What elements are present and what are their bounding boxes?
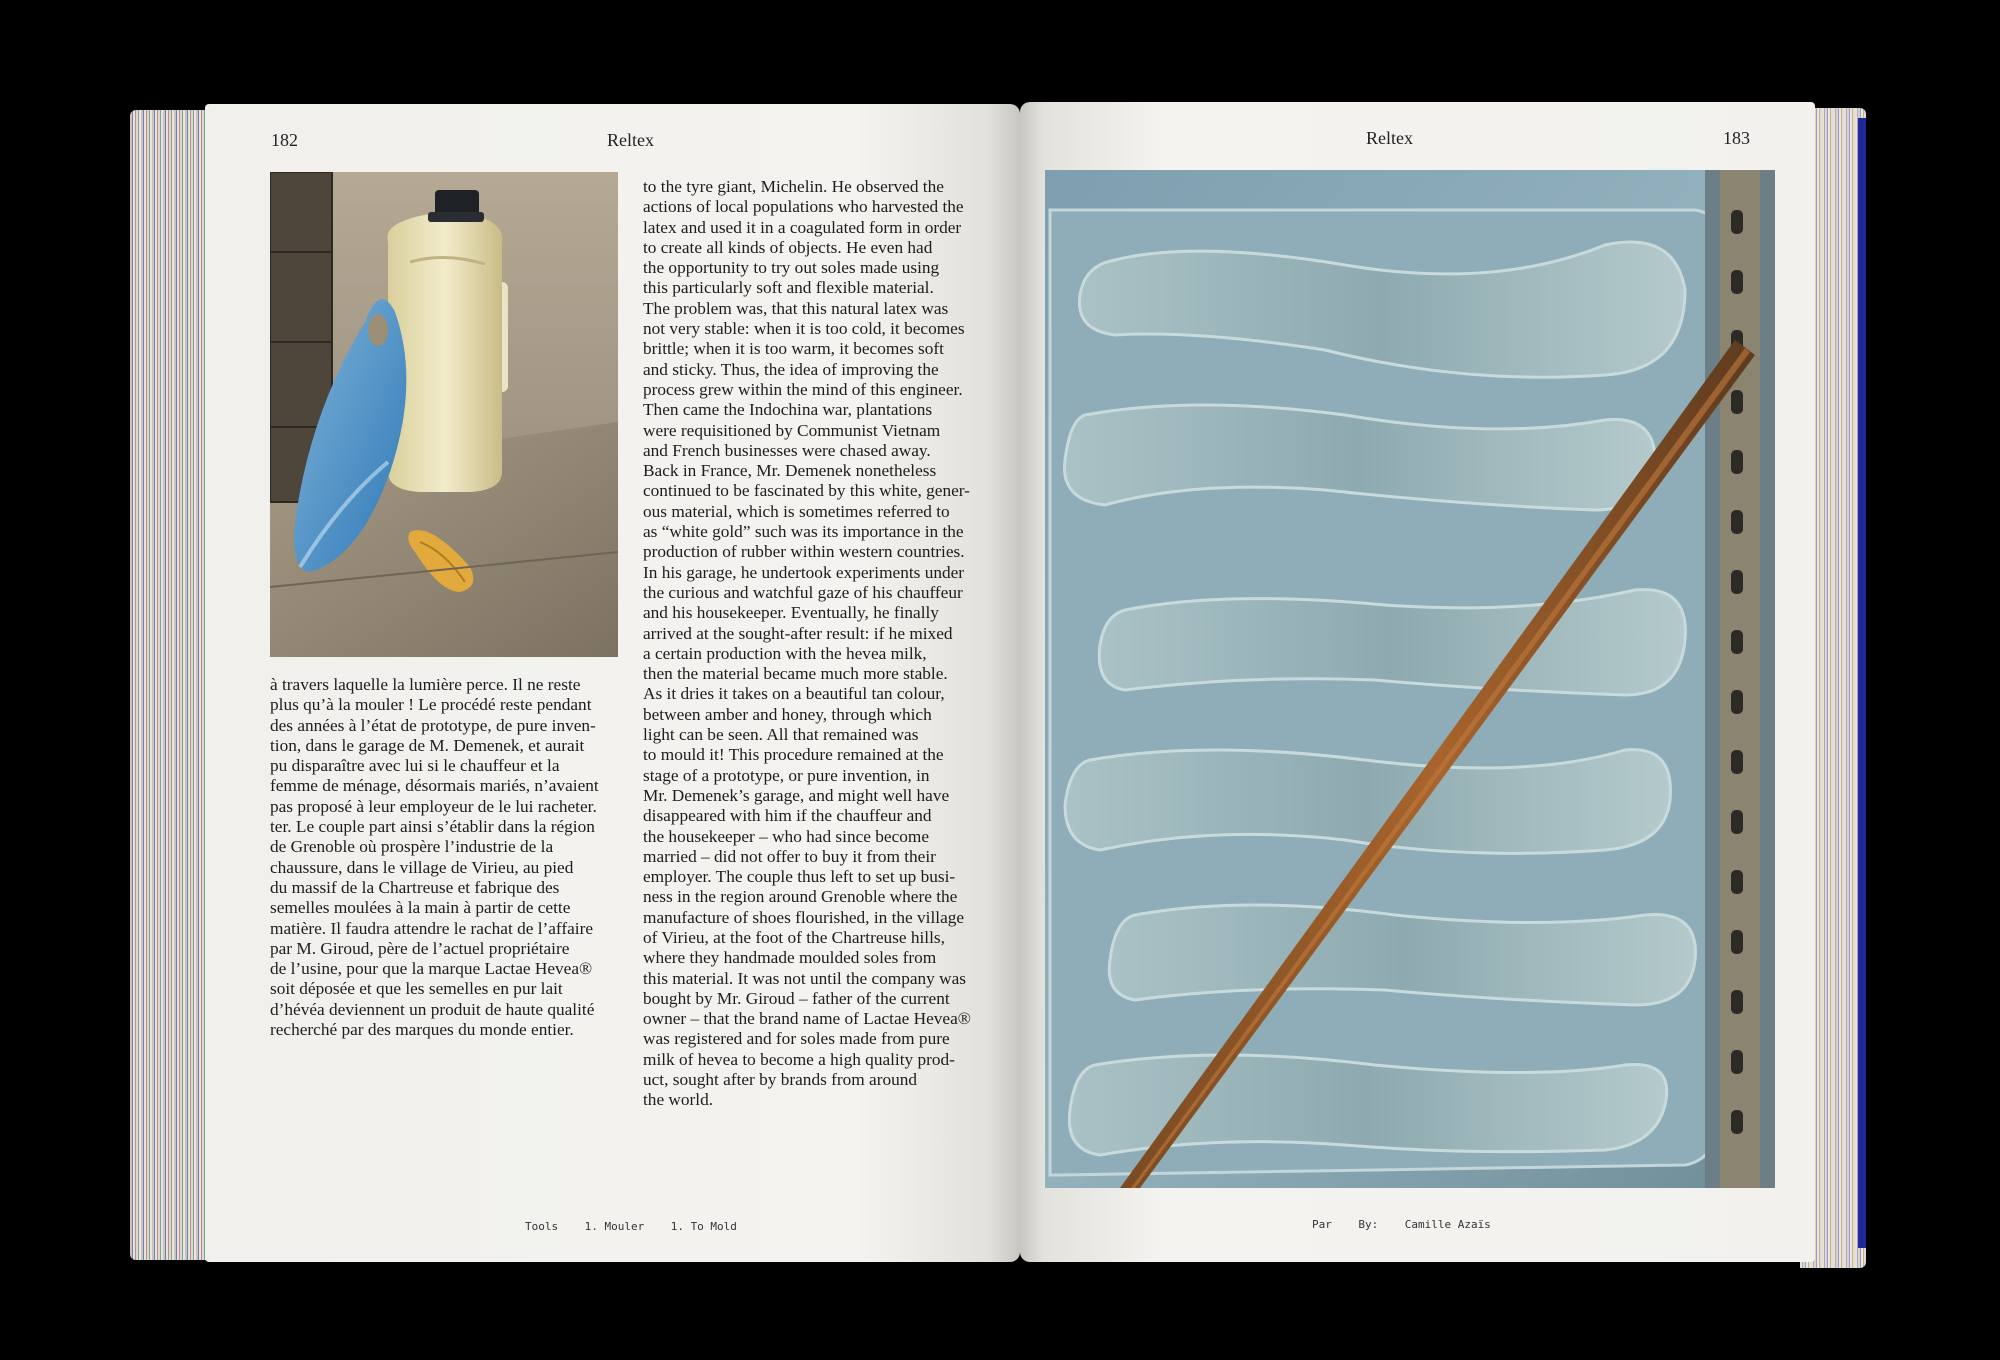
text-line: latex and used it in a coagulated form in order — [643, 217, 962, 237]
text-line: and his housekeeper. Eventually, he finally — [643, 603, 939, 623]
sole-moulds-illustration — [1045, 170, 1775, 1188]
page-edges-left — [130, 110, 215, 1260]
photo-latex-objects — [270, 172, 618, 657]
text-line: employer. The couple thus left to set up busi- — [643, 867, 956, 887]
text-line: des années à l’état de prototype, de pure inven- — [270, 715, 596, 735]
page-number: 183 — [1723, 128, 1750, 148]
text-line: pu disparaître avec lui si le chauffeur et la — [270, 756, 560, 776]
text-line: to create all kinds of objects. He even had — [643, 237, 933, 257]
text-line: as “white gold” such was its importance in the — [643, 522, 964, 542]
text-line: Then came the Indochina war, plantations — [643, 400, 933, 420]
page-footer: Par By: Camille Azaïs — [1312, 1218, 1491, 1231]
text-line: was registered and for soles made from pure — [643, 1029, 950, 1049]
text-line: were requisitioned by Communist Vietnam — [643, 420, 941, 440]
text-line: disappeared with him if the chauffeur and — [643, 806, 932, 826]
english-text-column — [643, 177, 988, 1111]
text-line: Back in France, Mr. Demenek nonetheless — [643, 461, 937, 481]
text-line: process grew within the mind of this engineer. — [643, 379, 963, 399]
text-line: du massif de la Chartreuse et fabrique des — [270, 877, 560, 897]
text-line: femme de ménage, désormais mariés, n’avaient — [270, 776, 599, 796]
text-line: As it dries it takes on a beautiful tan colour, — [643, 684, 945, 704]
text-line: Mr. Demenek’s garage, and might well have — [643, 785, 950, 805]
text-line: then the material became much more stable. — [643, 664, 948, 684]
text-line: this particularly soft and flexible material. — [643, 278, 934, 298]
text-line: pas proposé à leur employeur de le lui racheter. — [270, 796, 597, 816]
page-footer: Tools 1. Mouler 1. To Mold — [525, 1220, 737, 1233]
text-line: where they handmade moulded soles from — [643, 948, 937, 968]
text-line: the opportunity to try out soles made using — [643, 258, 940, 278]
text-line: chaussure, dans le village de Virieu, au pied — [270, 857, 574, 877]
right-page — [1020, 102, 1815, 1262]
text-line: ous material, which is sometimes referred to — [643, 501, 950, 521]
text-line: brittle; when it is too warm, it becomes soft — [643, 339, 944, 359]
text-line: soit déposée et que les semelles en pur lait — [270, 979, 563, 999]
text-line: stage of a prototype, or pure invention, in — [643, 765, 930, 785]
text-line: between amber and honey, through which — [643, 704, 932, 724]
text-line: the curious and watchful gaze of his chauffeur — [643, 582, 963, 602]
text-line: recherché par des marques du monde entier. — [270, 1020, 574, 1040]
text-line: arrived at the sought-after result: if he mixed — [643, 623, 953, 643]
text-line: this material. It was not until the company was — [643, 968, 966, 988]
text-line: the world. — [643, 1090, 714, 1110]
text-line: not very stable: when it is too cold, it becomes — [643, 319, 965, 339]
text-line: The problem was, that this natural latex was — [643, 298, 949, 318]
running-head: Reltex — [607, 130, 654, 150]
latex-objects-illustration — [270, 172, 618, 657]
text-line: to mould it! This procedure remained at the — [643, 745, 944, 765]
text-line: semelles moulées à la main à partir de cette — [270, 898, 571, 918]
left-page — [205, 104, 1020, 1262]
text-line: de l’usine, pour que la marque Lactae Hevea® — [270, 959, 593, 979]
text-line: ness in the region around Grenoble where the — [643, 887, 958, 907]
text-line: de Grenoble où prospère l’industrie de la — [270, 837, 554, 857]
text-line: ter. Le couple part ainsi s’établir dans la région — [270, 817, 595, 837]
running-head: Reltex — [1366, 128, 1413, 148]
text-line: married – did not offer to buy it from their — [643, 846, 936, 866]
text-line: milk of hevea to become a high quality prod- — [643, 1049, 955, 1069]
text-line: production of rubber within western countries. — [643, 542, 965, 562]
text-line: d’hévéa deviennent un produit de haute qualité — [270, 999, 595, 1019]
text-line: to the tyre giant, Michelin. He observed the — [643, 177, 944, 196]
text-line: actions of local populations who harvested the — [643, 197, 964, 217]
text-line: matière. Il faudra attendre le rachat de l’affaire — [270, 918, 594, 938]
text-line: tion, dans le garage de M. Demenek, et aurait — [270, 735, 585, 755]
text-line: uct, sought after by brands from around — [643, 1070, 918, 1090]
text-line: a certain production with the hevea milk, — [643, 643, 927, 663]
page-number: 182 — [271, 130, 298, 150]
text-line: continued to be fascinated by this white, gener- — [643, 481, 970, 501]
text-line: light can be seen. All that remained was — [643, 725, 919, 745]
text-line: In his garage, he undertook experiments under — [643, 562, 965, 582]
text-line: of Virieu, at the foot of the Chartreuse hills, — [643, 927, 945, 947]
text-line: and French businesses were chased away. — [643, 440, 931, 460]
french-text-column — [270, 675, 620, 1040]
text-line: and sticky. Thus, the idea of improving the — [643, 359, 939, 379]
text-line: bought by Mr. Giroud – father of the current — [643, 988, 950, 1008]
text-line: par M. Giroud, père de l’actuel propriétaire — [270, 938, 570, 958]
text-line: à travers laquelle la lumière perce. Il ne reste — [270, 675, 581, 694]
text-line: the housekeeper – who had since become — [643, 826, 929, 846]
text-line: plus qu’à la mouler ! Le procédé reste pendant — [270, 695, 592, 715]
photo-sole-moulds — [1045, 170, 1775, 1188]
text-line: manufacture of shoes flourished, in the village — [643, 907, 965, 927]
text-line: owner – that the brand name of Lactae Hevea® — [643, 1009, 971, 1029]
